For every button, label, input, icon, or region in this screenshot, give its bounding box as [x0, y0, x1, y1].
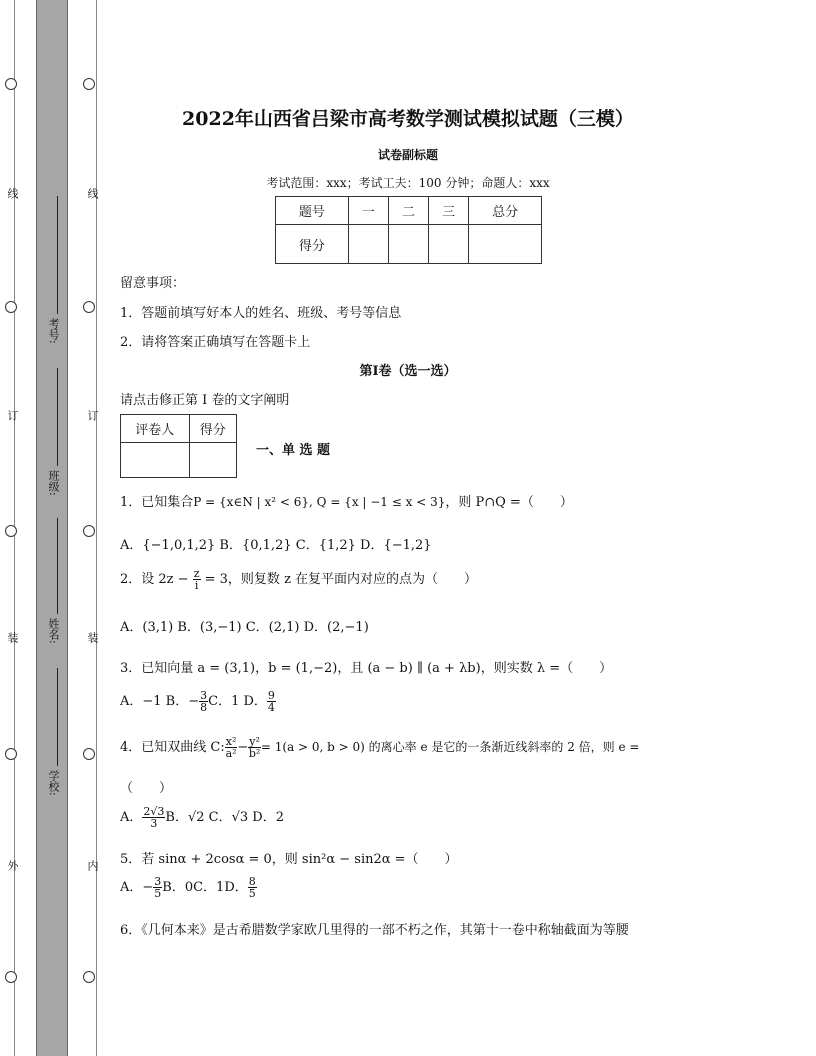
exam-info: 考试范围：xxx；考试工夫：100 分钟；命题人：xxx	[266, 176, 550, 190]
part-title: 一、单 选 题	[256, 443, 331, 458]
binding-hole-circle	[83, 525, 95, 537]
field-line-exam-number[interactable]	[57, 196, 58, 314]
q1-set-q: , Q = {x | −1 ≤ x < 3}	[309, 495, 446, 509]
score-header-cell: 二	[388, 197, 428, 225]
score-header-cell: 总分	[469, 197, 542, 225]
q4-f1-den: a²	[225, 747, 237, 760]
q4-opt-rest: B．√2 C．√3 D．2	[165, 810, 284, 825]
q2-post: = 3，则复数 z 在复平面内对应的点为（ ）	[204, 572, 478, 587]
q1-set-p: P = {x∈N | x² < 6}	[193, 495, 310, 509]
score-cell[interactable]	[348, 225, 388, 264]
binding-hole-circle	[5, 748, 17, 760]
q4-opt-a-den: 3	[150, 817, 158, 830]
q5-opt-a-den: 5	[154, 887, 162, 900]
q4-opt-a: A．	[120, 810, 143, 825]
q5-opt-a-num: 3	[154, 875, 162, 888]
q4-frac-2	[248, 736, 261, 759]
notes-heading: 留意事项：	[120, 276, 186, 291]
score-table	[275, 196, 542, 264]
score-cell[interactable]	[388, 225, 428, 264]
q5-mid: B．0C．1D．	[162, 880, 248, 895]
binding-hole-circle	[83, 748, 95, 760]
q3-opt-d-frac	[267, 690, 276, 713]
binding-hole-circle	[5, 525, 17, 537]
grader-header: 评卷人	[121, 415, 190, 443]
q3-options	[120, 690, 276, 713]
binding-hole-circle	[5, 301, 17, 313]
q4-minus: −	[237, 740, 249, 755]
q5-opt-a: A．−	[120, 880, 154, 895]
q4-f2-num: y²	[249, 735, 260, 748]
q2-frac-den: i	[194, 579, 199, 592]
q2-frac-num: z	[193, 567, 200, 580]
q4-post: = 1(a > 0, b > 0) 的离心率 e 是它的一条渐近线斜率的 2 倍，则 e =	[260, 740, 640, 754]
q3-opt-d-num: 9	[267, 689, 275, 702]
grader-header: 得分	[189, 415, 236, 443]
section-instruction: 请点击修正第 I 卷的文字阐明	[120, 393, 290, 408]
score-cell[interactable]	[469, 225, 542, 264]
field-line-name[interactable]	[57, 518, 58, 614]
q4-pre: 4．已知双曲线 C:	[120, 740, 225, 755]
score-header-cell: 三	[429, 197, 469, 225]
q1-tail: ，则 P∩Q =（ ）	[445, 495, 573, 510]
q5-opt-a-frac	[153, 876, 162, 899]
q3-opt-c: C．1 D．	[208, 694, 267, 709]
q3-opt-a: A．−1 B．−	[120, 694, 200, 709]
field-label-school: 学校:	[47, 770, 60, 796]
binding-hole-circle	[5, 78, 17, 90]
q3-opt-b-frac	[199, 690, 208, 713]
q5-opt-d-den: 5	[248, 887, 256, 900]
margin-char-nei: 内	[86, 860, 99, 871]
section-title: 第I卷（选一选）	[359, 364, 457, 379]
field-label-name: 姓名:	[47, 618, 60, 644]
q5-opt-d-frac	[248, 876, 257, 899]
binding-hole-circle	[83, 78, 95, 90]
exam-subtitle: 试卷副标题	[377, 148, 438, 162]
question-2	[120, 568, 477, 591]
q4-frac-1	[225, 736, 238, 759]
question-6: 6．《几何本来》是古希腊数学家欧几里得的一部不朽之作，其第十一卷中称轴截面为等腰	[120, 923, 629, 938]
margin-char-zhuang-inner: 装	[86, 632, 99, 643]
q4-opt-a-num: 2√3	[143, 805, 165, 818]
exam-title: 2022年山西省吕梁市高考数学测试模拟试题（三模）	[182, 108, 634, 130]
margin-char-xian: 线	[6, 188, 19, 199]
score-header-cell: 题号	[276, 197, 349, 225]
score-cell[interactable]	[429, 225, 469, 264]
q3-opt-b-num: 3	[200, 689, 208, 702]
q4-options	[120, 806, 284, 829]
field-line-class[interactable]	[57, 368, 58, 466]
question-1	[120, 491, 573, 510]
grader-table	[120, 414, 237, 478]
q2-options: A．(3,1) B．(3,−1) C．(2,1) D．(2,−1)	[120, 620, 369, 635]
binding-hole-circle	[83, 971, 95, 983]
q3-opt-b-den: 8	[200, 701, 208, 714]
q4-f1-num: x²	[225, 735, 237, 748]
margin-char-zhuang: 装	[6, 632, 19, 643]
margin-char-xian-inner: 线	[86, 188, 99, 199]
binding-hole-circle	[83, 301, 95, 313]
field-label-class: 班级:	[47, 470, 60, 496]
q4-paren: （ ）	[120, 781, 173, 796]
question-5: 5．若 sinα + 2cosα = 0，则 sin²α − sin2α =（ ）	[120, 852, 458, 867]
note-item: 2．请将答案正确填写在答题卡上	[120, 335, 311, 350]
question-4	[120, 736, 639, 759]
note-item: 1．答题前填写好本人的姓名、班级、考号等信息	[120, 306, 402, 321]
margin-char-ding-inner: 订	[86, 410, 99, 421]
q5-opt-d-num: 8	[248, 875, 256, 888]
score-header-cell: 一	[348, 197, 388, 225]
field-label-exam-number: 考号:	[47, 318, 60, 344]
binding-hole-circle	[5, 971, 17, 983]
q4-opt-a-frac	[142, 806, 165, 829]
score-row-label: 得分	[276, 225, 349, 264]
q2-fraction	[193, 568, 201, 591]
margin-char-ding: 订	[6, 410, 19, 421]
q5-options	[120, 876, 257, 899]
question-3: 3．已知向量 a = (3,1)，b = (1,−2)，且 (a − b) ∥ (a + λb)，则实数 λ =（ ）	[120, 661, 613, 676]
q1-options: A．{−1,0,1,2} B．{0,1,2} C．{1,2} D．{−1,2}	[120, 538, 432, 553]
margin-char-wai: 外	[6, 860, 19, 871]
q3-opt-d-den: 4	[267, 701, 275, 714]
field-line-school[interactable]	[57, 668, 58, 766]
q2-pre: 2．设 2z −	[120, 572, 189, 587]
q4-f2-den: b²	[248, 747, 261, 760]
q1-stem: 1．已知集合	[120, 495, 194, 510]
grader-cell[interactable]	[121, 443, 190, 478]
grader-cell[interactable]	[189, 443, 236, 478]
